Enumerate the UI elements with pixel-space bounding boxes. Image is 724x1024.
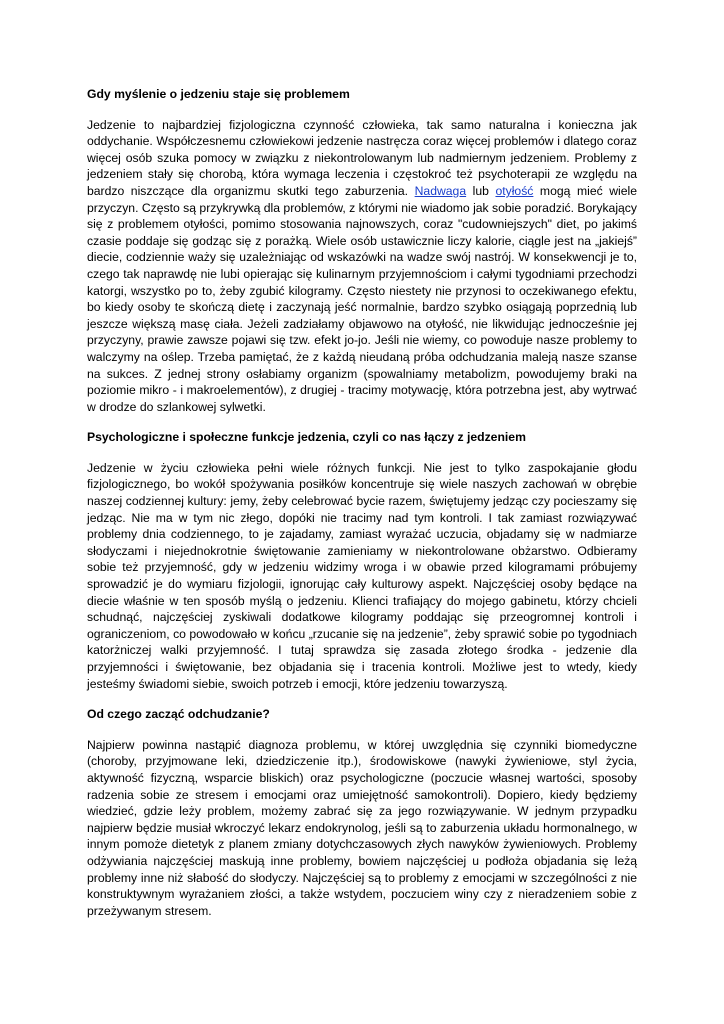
section-heading-2: Psychologiczne i społeczne funkcje jedzenia, czyli co nas łączy z jedzeniem [87,430,526,445]
section-3-paragraph: Najpierw powinna nastąpić diagnoza problemu, w której uwzględnia się czynniki biomedyczne (choroby, przyjmowane leki, dziedziczenie itp.), środowiskowe (nawyki żywieniowe, styl życia, aktywność fizyczną, wsparcie bliskich) oraz psychologiczne (poczucie własnej wartości, sposoby radzenia sobie ze stresem i emocjami oraz umiejętność samokontroli). Dopiero, kiedy będziemy wiedzieć, gdzie leży problem, możemy zabrać się za jego rozwiązywanie. W jednym przypadku najpierw będzie musiał wkroczyć lekarz endokrynolog, jeśli są to zaburzenia układu hormonalnego, w innym pomoże dietetyk z planem zmiany dotychczasowych złych nawyków żywieniowych. Problemy odżywiania najczęściej maskują inne problemy, bowiem najczęściej u podłoża objadania się leżą problemy inne niż słabość do słodyczy. Najczęściej są to problemy z emocjami w szczególności z nie konstruktywnym wyrażaniem złości, a także wstydem, poczuciem winy czy z nieradzeniem sobie z przeżywanym stresem. [87,737,637,918]
nadwaga-link[interactable]: Nadwaga [414,183,467,198]
section-1-body-text: mogą mieć wiele przyczyn. Często są przykrywką dla problemów, z którymi nie wiadomo jak sobie poradzić. Borykający się z problemem otyłości, pomimo stosowania najnowszych, coraz "cudowniejszych" diet, po jakimś czasie poddaje się godząc się z porażką. Wiele osób ustawicznie liczy kalorie, ciągle jest na „jakiejś” diecie, codziennie waży się uzależniając od wskazówki na wadze swój nastrój. W konsekwencji je to, czego tak naprawdę nie lubi opierając się kulinarnym przyjemnościom i całymi tygodniami przechodzi katorgi, wszystko po to, żeby zgubić kilogramy. Często niestety nie przynosi to oczekiwanego efektu, bo kiedy osoby te skończą dietę i zaczynają jeść normalnie, bardzo szybko osiągają poprzednią lub jeszcze większą masę ciała. Jeżeli zadziałamy objawowo na otyłość, nie likwidując jednocześnie jej przyczyny, prawie zawsze pojawi się tzw. efekt jo-jo. Jeśli nie wiemy, co powoduje nasze problemy to walczymy na oślep. Trzeba pamiętać, że z każdą nieudaną próba odchudzania maleją nasze szanse na sukces. Z jednej strony osłabiamy organizm (spowalniamy metabolizm, powodujemy braki na poziomie mikro - i makroelementów), z drugiej - tracimy motywację, która potrzebna jest, aby wytrwać w drodze do szlankowej sylwetki. [87,183,637,414]
section-heading-1: Gdy myślenie o jedzeniu staje się problemem [87,87,350,101]
section-heading-3: Od czego zacząć odchudzanie? [87,707,270,722]
document-page [87,86,637,933]
link-connector-text: lub [466,183,496,198]
section-2-paragraph: Jedzenie w życiu człowieka pełni wiele różnych funkcji. Nie jest to tylko zaspokajanie głodu fizjologicznego, bo wokół spożywania posiłków koncentruje się wiele naszych zachowań w obrębie naszej codziennej kultury: jemy, żeby celebrować bycie razem, świętujemy jedząc czy pocieszamy się jedząc. Nie ma w tym nic złego, dopóki nie tracimy nad tym kontroli. I tak zamiast rozwiązywać problemy dnia codziennego, to je zajadamy, zamiast wyrażać uczucia, objadamy się w nadmiarze słodyczami i niejednokrotnie świętowanie zamieniamy w niekontrolowane obżarstwo. Odbieramy sobie też przyjemność, gdy w jedzeniu widzimy wroga i w obawie przed kilogramami próbujemy sprowadzić je do wymiaru fizjologii, ignorując cały kulturowy aspekt. Najczęściej osoby będące na diecie właśnie w ten sposób myślą o jedzeniu. Klienci trafiający do mojego gabinetu, którzy chcieli schudnąć, najczęściej zyskiwali dodatkowe kilogramy poddając się przeogromnej kontroli i ograniczeniom, co powodowało w końcu „rzucanie się na jedzenie”, żeby sprawić sobie po tygodniach katorżniczej walki przyjemność. I tutaj sprawdza się zasada złotego środka - jedzenie dla przyjemności i świętowanie, bez objadania się i tracenia kontroli. Możliwe jest to wtedy, kiedy jesteśmy świadomi siebie, swoich potrzeb i emocji, które jedzeniu towarzyszą. [87,460,637,691]
section-1-paragraph [87,117,637,416]
section-1-intro-text: Jedzenie to najbardziej fizjologiczna czynność człowieka, tak samo naturalna i konieczna jak oddychanie. Współczesnemu człowiekowi jedzenie nastręcza coraz więcej problemów i dlatego coraz więcej osób szuka pomocy w związku z niekontrolowanym lub nadmiernym jedzeniem. Problemy z jedzeniem stały się chorobą, która wymaga leczenia i częstokroć też psychoterapii ze względu na bardzo niszczące dla organizmu skutki tego zaburzenia. [87,117,637,198]
otylosc-link[interactable]: otyłość [495,183,534,198]
